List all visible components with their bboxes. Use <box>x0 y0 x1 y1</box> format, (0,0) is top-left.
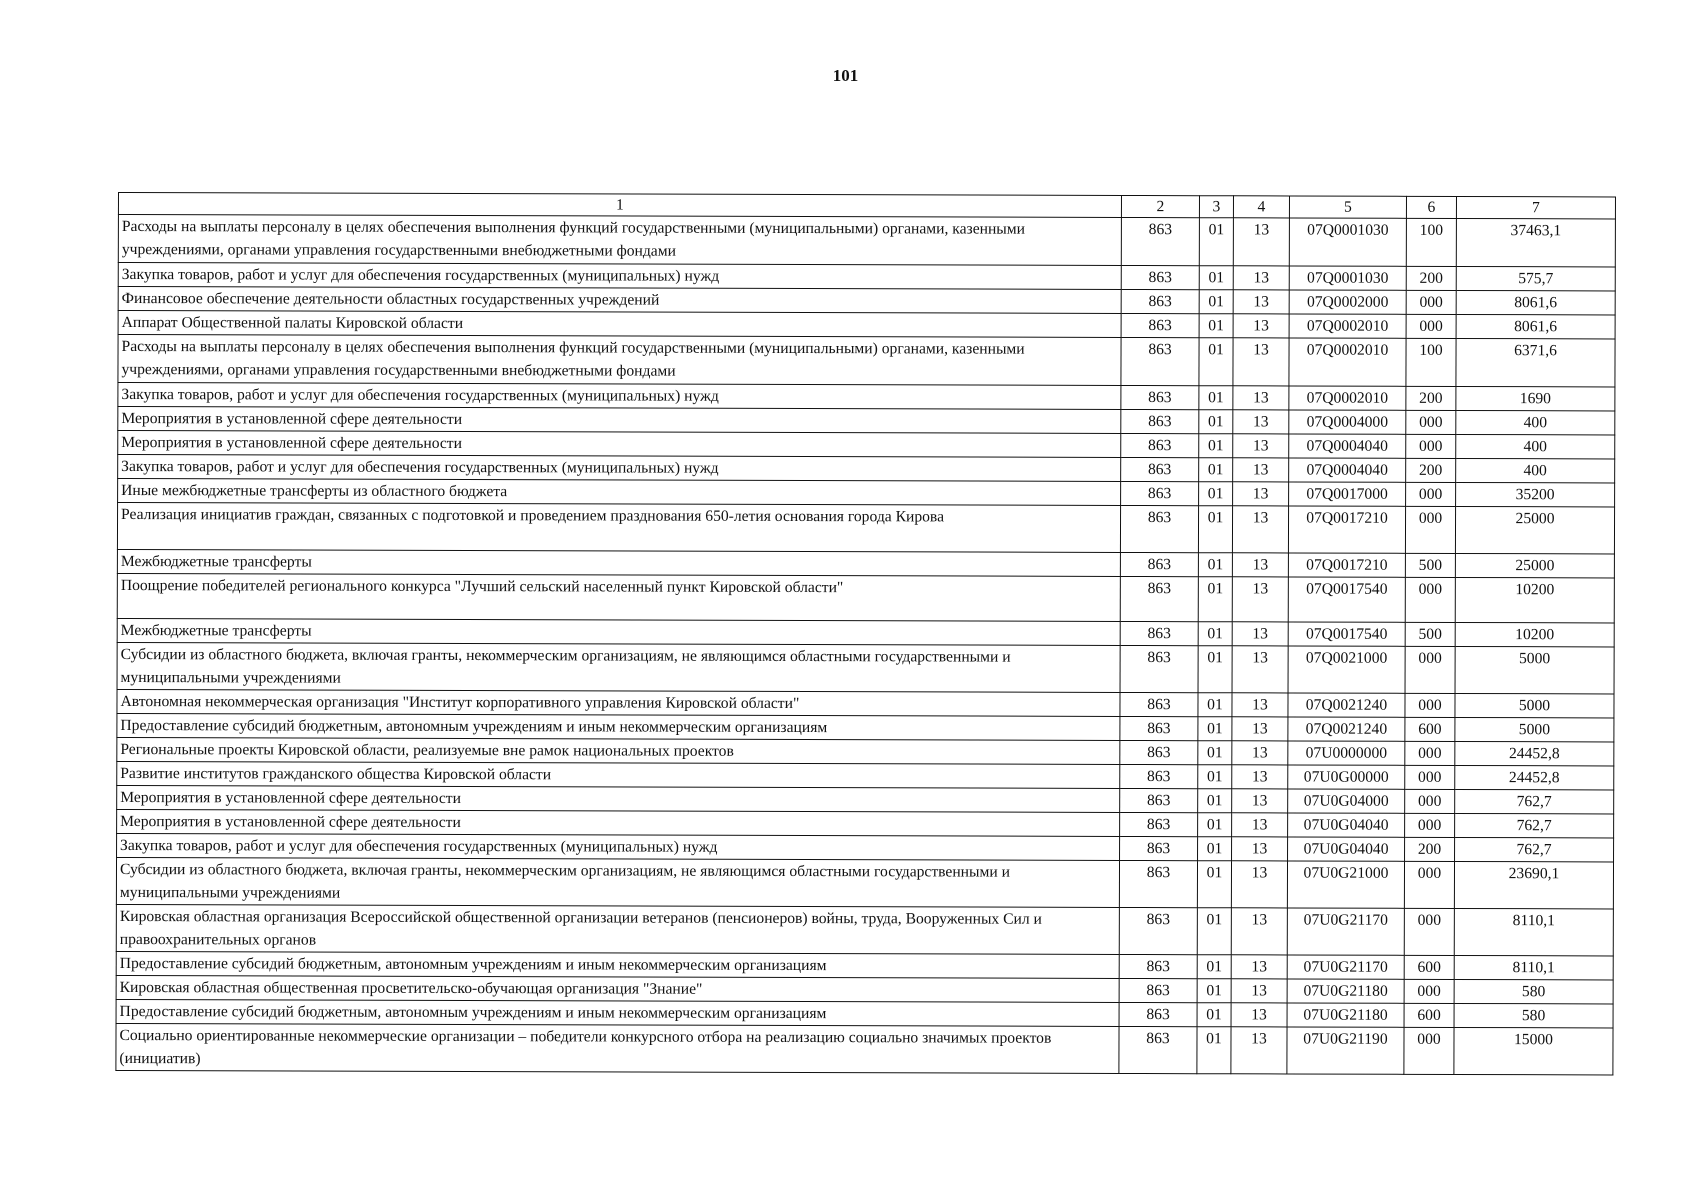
column-header: 5 <box>1289 196 1406 218</box>
amount-cell: 8061,6 <box>1456 314 1615 338</box>
section-code-cell: 01 <box>1198 506 1232 553</box>
subsection-code-cell: 13 <box>1233 338 1289 386</box>
amount-cell: 5000 <box>1455 693 1614 717</box>
expense-type-cell: 600 <box>1404 955 1454 979</box>
expense-type-cell: 000 <box>1405 789 1455 813</box>
target-article-cell: 07U0G04000 <box>1288 789 1405 813</box>
section-code-cell: 01 <box>1199 458 1233 482</box>
expense-type-cell: 000 <box>1406 434 1456 458</box>
expense-name-cell: Социально ориентированные некоммерческие организации – победители конкурсного отбора на реализацию социально значимых проектов (инициатив) <box>116 1023 1119 1073</box>
expense-name-cell: Предоставление субсидий бюджетным, автономным учреждениям и иным некоммерческим организациям <box>116 999 1119 1026</box>
amount-cell: 5000 <box>1455 646 1614 693</box>
section-code-cell: 01 <box>1198 717 1232 741</box>
subsection-code-cell: 13 <box>1231 908 1287 955</box>
subsection-code-cell: 13 <box>1232 741 1288 765</box>
target-article-cell: 07U0G04040 <box>1288 837 1405 861</box>
ministry-code-cell: 863 <box>1121 385 1199 409</box>
table-row <box>118 215 1615 267</box>
ministry-code-cell: 863 <box>1120 764 1198 788</box>
section-code-cell: 01 <box>1199 386 1233 410</box>
expense-name-cell: Развитие институтов гражданского общества Кировской области <box>117 761 1120 788</box>
expense-name-cell: Автономная некоммерческая организация "Институт корпоративного управления Кировской области" <box>117 689 1120 716</box>
ministry-code-cell: 863 <box>1120 576 1198 621</box>
section-code-cell: 01 <box>1199 410 1233 434</box>
amount-cell: 762,7 <box>1455 789 1614 813</box>
section-code-cell: 01 <box>1198 646 1232 693</box>
section-code-cell: 01 <box>1197 1027 1231 1074</box>
column-header: 6 <box>1406 196 1456 218</box>
budget-table <box>115 192 1616 1075</box>
amount-cell: 6371,6 <box>1456 338 1615 386</box>
target-article-cell: 07Q0001030 <box>1289 266 1406 290</box>
section-code-cell: 01 <box>1197 979 1231 1003</box>
amount-cell: 25000 <box>1455 553 1614 577</box>
expense-type-cell: 500 <box>1405 553 1455 577</box>
expense-type-cell: 000 <box>1404 1027 1454 1074</box>
table-row <box>117 573 1614 622</box>
column-header: 1 <box>118 193 1121 218</box>
subsection-code-cell: 13 <box>1232 646 1288 693</box>
expense-type-cell: 000 <box>1405 577 1455 622</box>
subsection-code-cell: 13 <box>1232 813 1288 837</box>
ministry-code-cell: 863 <box>1121 265 1199 289</box>
subsection-code-cell: 13 <box>1233 266 1289 290</box>
column-header: 2 <box>1121 195 1199 217</box>
expense-type-cell: 200 <box>1406 266 1456 290</box>
ministry-code-cell: 863 <box>1121 289 1199 313</box>
expense-type-cell: 000 <box>1404 979 1454 1003</box>
expense-name-cell: Межбюджетные трансферты <box>117 549 1120 576</box>
section-code-cell: 01 <box>1198 789 1232 813</box>
expense-type-cell: 000 <box>1406 482 1456 506</box>
ministry-code-cell: 863 <box>1120 645 1198 692</box>
subsection-code-cell: 13 <box>1231 979 1287 1003</box>
expense-type-cell: 100 <box>1406 218 1456 266</box>
ministry-code-cell: 863 <box>1119 907 1197 954</box>
amount-cell: 24452,8 <box>1455 765 1614 789</box>
amount-cell: 8110,1 <box>1454 908 1613 955</box>
amount-cell: 24452,8 <box>1455 741 1614 765</box>
target-article-cell: 07U0G21170 <box>1287 955 1404 979</box>
ministry-code-cell: 863 <box>1121 457 1199 481</box>
expense-type-cell: 000 <box>1404 861 1454 908</box>
section-code-cell: 01 <box>1199 290 1233 314</box>
subsection-code-cell: 13 <box>1232 622 1288 646</box>
ministry-code-cell: 863 <box>1119 1026 1197 1073</box>
expense-type-cell: 600 <box>1405 717 1455 741</box>
subsection-code-cell: 13 <box>1232 577 1288 622</box>
amount-cell: 35200 <box>1456 482 1615 506</box>
section-code-cell: 01 <box>1199 482 1233 506</box>
subsection-code-cell: 13 <box>1232 506 1288 553</box>
ministry-code-cell: 863 <box>1121 337 1199 385</box>
section-code-cell: 01 <box>1199 314 1233 338</box>
expense-type-cell: 000 <box>1405 506 1455 553</box>
subsection-code-cell: 13 <box>1232 693 1288 717</box>
subsection-code-cell: 13 <box>1232 789 1288 813</box>
table-row <box>117 503 1614 554</box>
expense-name-cell: Закупка товаров, работ и услуг для обеспечения государственных (муниципальных) нужд <box>118 263 1121 290</box>
expense-name-cell: Предоставление субсидий бюджетным, автономным учреждениям и иным некоммерческим организациям <box>116 951 1119 978</box>
amount-cell: 400 <box>1456 458 1615 482</box>
section-code-cell: 01 <box>1198 765 1232 789</box>
expense-type-cell: 000 <box>1404 908 1454 955</box>
target-article-cell: 07Q0004040 <box>1289 458 1406 482</box>
expense-name-cell: Иные межбюджетные трансферты из областного бюджета <box>118 479 1121 506</box>
target-article-cell: 07U0G21170 <box>1287 908 1404 955</box>
table-row <box>117 642 1614 693</box>
section-code-cell: 01 <box>1197 861 1231 908</box>
expense-name-cell: Закупка товаров, работ и услуг для обеспечения государственных (муниципальных) нужд <box>118 383 1121 410</box>
ministry-code-cell: 863 <box>1120 788 1198 812</box>
section-code-cell: 01 <box>1199 218 1233 266</box>
ministry-code-cell: 863 <box>1120 740 1198 764</box>
ministry-code-cell: 863 <box>1120 716 1198 740</box>
section-code-cell: 01 <box>1199 266 1233 290</box>
ministry-code-cell: 863 <box>1120 505 1198 552</box>
expense-name-cell: Региональные проекты Кировской области, реализуемые вне рамок национальных проектов <box>117 737 1120 764</box>
section-code-cell: 01 <box>1198 741 1232 765</box>
target-article-cell: 07Q0004040 <box>1289 434 1406 458</box>
ministry-code-cell: 863 <box>1120 836 1198 860</box>
ministry-code-cell: 863 <box>1121 217 1199 265</box>
subsection-code-cell: 13 <box>1232 837 1288 861</box>
subsection-code-cell: 13 <box>1232 717 1288 741</box>
ministry-code-cell: 863 <box>1119 860 1197 907</box>
target-article-cell: 07Q0002000 <box>1289 290 1406 314</box>
section-code-cell: 01 <box>1197 1003 1231 1027</box>
subsection-code-cell: 13 <box>1233 218 1289 266</box>
ministry-code-cell: 863 <box>1119 978 1197 1002</box>
ministry-code-cell: 863 <box>1119 1002 1197 1026</box>
section-code-cell: 01 <box>1199 434 1233 458</box>
target-article-cell: 07Q0021240 <box>1288 693 1405 717</box>
target-article-cell: 07Q0017540 <box>1288 622 1405 646</box>
table-row <box>116 857 1613 908</box>
expense-type-cell: 000 <box>1405 646 1455 693</box>
expense-type-cell: 200 <box>1406 458 1456 482</box>
section-code-cell: 01 <box>1198 837 1232 861</box>
expense-name-cell: Субсидии из областного бюджета, включая гранты, некоммерческим организациям, не являющимся областными государственными и муниципальными учреждениями <box>116 857 1119 907</box>
expense-name-cell: Реализация инициатив граждан, связанных с подготовкой и проведением празднования 650-летия основания города Кирова <box>117 503 1120 553</box>
amount-cell: 762,7 <box>1455 837 1614 861</box>
expense-name-cell: Мероприятия в установленной сфере деятельности <box>117 785 1120 812</box>
target-article-cell: 07Q0001030 <box>1289 218 1406 266</box>
column-header: 4 <box>1233 196 1289 218</box>
table-row <box>116 904 1613 955</box>
target-article-cell: 07Q0017540 <box>1288 577 1405 622</box>
expense-type-cell: 000 <box>1405 741 1455 765</box>
subsection-code-cell: 13 <box>1233 290 1289 314</box>
subsection-code-cell: 13 <box>1233 434 1289 458</box>
expense-name-cell: Мероприятия в установленной сфере деятельности <box>118 407 1121 434</box>
expense-type-cell: 600 <box>1404 1003 1454 1027</box>
amount-cell: 10200 <box>1455 622 1614 646</box>
expense-name-cell: Предоставление субсидий бюджетным, автономным учреждениям и иным некоммерческим организациям <box>117 713 1120 740</box>
amount-cell: 400 <box>1456 434 1615 458</box>
expense-type-cell: 200 <box>1406 386 1456 410</box>
expense-type-cell: 000 <box>1405 813 1455 837</box>
ministry-code-cell: 863 <box>1119 954 1197 978</box>
subsection-code-cell: 13 <box>1233 386 1289 410</box>
target-article-cell: 07Q0021240 <box>1288 717 1405 741</box>
target-article-cell: 07U0G21180 <box>1287 979 1404 1003</box>
ministry-code-cell: 863 <box>1120 621 1198 645</box>
section-code-cell: 01 <box>1198 693 1232 717</box>
target-article-cell: 07U0000000 <box>1288 741 1405 765</box>
target-article-cell: 07Q0017210 <box>1288 553 1405 577</box>
target-article-cell: 07U0G21180 <box>1287 1003 1404 1027</box>
amount-cell: 575,7 <box>1456 266 1615 290</box>
amount-cell: 400 <box>1456 410 1615 434</box>
target-article-cell: 07Q0021000 <box>1288 646 1405 693</box>
section-code-cell: 01 <box>1198 577 1232 622</box>
section-code-cell: 01 <box>1197 955 1231 979</box>
amount-cell: 37463,1 <box>1456 218 1615 266</box>
section-code-cell: 01 <box>1197 908 1231 955</box>
target-article-cell: 07U0G00000 <box>1288 765 1405 789</box>
column-header: 3 <box>1199 196 1233 218</box>
target-article-cell: 07Q0002010 <box>1289 386 1406 410</box>
amount-cell: 5000 <box>1455 717 1614 741</box>
expense-type-cell: 000 <box>1406 290 1456 314</box>
ministry-code-cell: 863 <box>1121 409 1199 433</box>
subsection-code-cell: 13 <box>1233 482 1289 506</box>
expense-name-cell: Расходы на выплаты персоналу в целях обеспечения выполнения функций государственными (муниципальными) органами, казенными учреждениями, органами управления государственными внебюджетными фондами <box>118 215 1121 266</box>
amount-cell: 580 <box>1454 979 1613 1003</box>
target-article-cell: 07Q0002010 <box>1289 314 1406 338</box>
amount-cell: 8061,6 <box>1456 290 1615 314</box>
expense-name-cell: Межбюджетные трансферты <box>117 618 1120 645</box>
ministry-code-cell: 863 <box>1120 812 1198 836</box>
budget-table-sheet <box>115 192 1615 1075</box>
section-code-cell: 01 <box>1198 813 1232 837</box>
amount-cell: 10200 <box>1455 577 1614 622</box>
amount-cell: 25000 <box>1455 506 1614 553</box>
expense-name-cell: Закупка товаров, работ и услуг для обеспечения государственных (муниципальных) нужд <box>118 455 1121 482</box>
target-article-cell: 07Q0004000 <box>1289 410 1406 434</box>
page-number: 101 <box>832 66 859 85</box>
expense-name-cell: Кировская областная организация Всероссийской общественной организации ветеранов (пенсионеров) войны, труда, Вооруженных Сил и правоохранительных органов <box>116 904 1119 954</box>
amount-cell: 15000 <box>1454 1027 1613 1074</box>
ministry-code-cell: 863 <box>1120 692 1198 716</box>
target-article-cell: 07Q0017000 <box>1289 482 1406 506</box>
ministry-code-cell: 863 <box>1121 433 1199 457</box>
subsection-code-cell: 13 <box>1233 410 1289 434</box>
expense-name-cell: Субсидии из областного бюджета, включая гранты, некоммерческим организациям, не являющимся областными государственными и муниципальными учреждениями <box>117 642 1120 692</box>
amount-cell: 23690,1 <box>1454 861 1613 908</box>
column-header: 7 <box>1456 196 1615 218</box>
ministry-code-cell: 863 <box>1121 313 1199 337</box>
subsection-code-cell: 13 <box>1231 955 1287 979</box>
expense-name-cell: Кировская областная общественная просветительско-обучающая организация "Знание" <box>116 975 1119 1002</box>
subsection-code-cell: 13 <box>1231 861 1287 908</box>
expense-name-cell: Поощрение победителей регионального конкурса "Лучший сельский населенный пункт Кировской области" <box>117 573 1120 621</box>
subsection-code-cell: 13 <box>1231 1027 1287 1074</box>
ministry-code-cell: 863 <box>1121 481 1199 505</box>
target-article-cell: 07U0G21000 <box>1287 861 1404 908</box>
expense-name-cell: Мероприятия в установленной сфере деятельности <box>118 431 1121 458</box>
section-code-cell: 01 <box>1198 622 1232 646</box>
expense-type-cell: 000 <box>1405 765 1455 789</box>
table-row <box>116 1023 1613 1074</box>
section-code-cell: 01 <box>1198 553 1232 577</box>
table-row <box>118 335 1615 387</box>
expense-type-cell: 100 <box>1406 338 1456 386</box>
expense-name-cell: Расходы на выплаты персоналу в целях обеспечения выполнения функций государственными (муниципальными) органами, казенными учреждениями, органами управления государственными внебюджетными фондами <box>118 335 1121 386</box>
amount-cell: 762,7 <box>1455 813 1614 837</box>
expense-type-cell: 000 <box>1405 693 1455 717</box>
ministry-code-cell: 863 <box>1120 552 1198 576</box>
expense-type-cell: 000 <box>1406 314 1456 338</box>
subsection-code-cell: 13 <box>1232 765 1288 789</box>
target-article-cell: 07Q0002010 <box>1289 338 1406 386</box>
target-article-cell: 07U0G04040 <box>1288 813 1405 837</box>
expense-name-cell: Финансовое обеспечение деятельности областных государственных учреждений <box>118 287 1121 314</box>
expense-type-cell: 000 <box>1406 410 1456 434</box>
expense-name-cell: Аппарат Общественной палаты Кировской области <box>118 311 1121 338</box>
subsection-code-cell: 13 <box>1231 1003 1287 1027</box>
amount-cell: 580 <box>1454 1003 1613 1027</box>
expense-name-cell: Мероприятия в установленной сфере деятельности <box>117 809 1120 836</box>
amount-cell: 1690 <box>1456 386 1615 410</box>
section-code-cell: 01 <box>1199 338 1233 386</box>
amount-cell: 8110,1 <box>1454 955 1613 979</box>
expense-type-cell: 500 <box>1405 622 1455 646</box>
target-article-cell: 07U0G21190 <box>1287 1027 1404 1074</box>
subsection-code-cell: 13 <box>1233 314 1289 338</box>
target-article-cell: 07Q0017210 <box>1288 506 1405 553</box>
subsection-code-cell: 13 <box>1232 553 1288 577</box>
expense-name-cell: Закупка товаров, работ и услуг для обеспечения государственных (муниципальных) нужд <box>117 833 1120 860</box>
expense-type-cell: 200 <box>1405 837 1455 861</box>
subsection-code-cell: 13 <box>1233 458 1289 482</box>
